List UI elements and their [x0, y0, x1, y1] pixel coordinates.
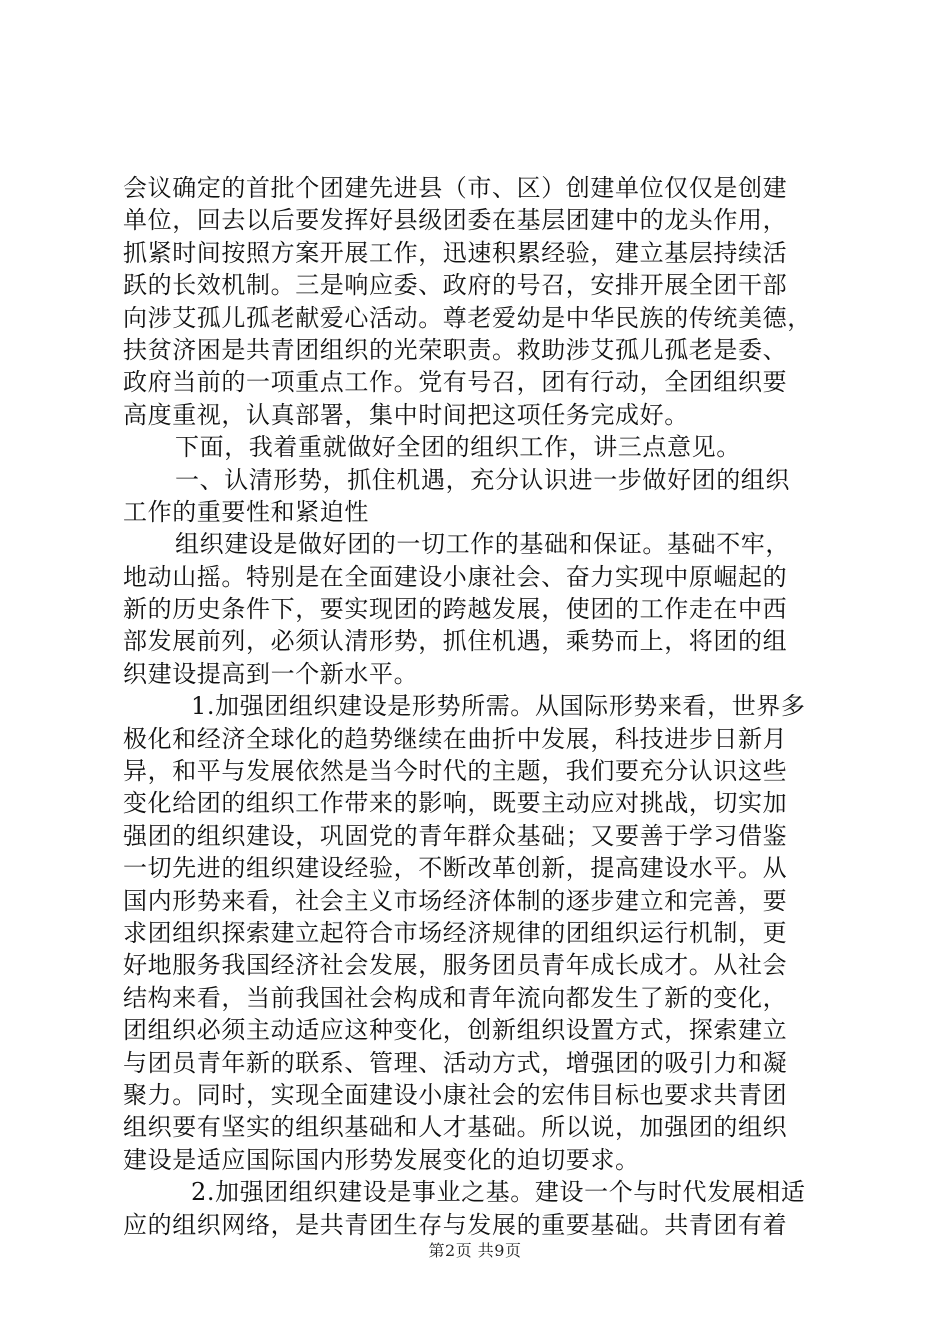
text-line: 聚力。同时，实现全面建设小康社会的宏伟目标也要求共青团 [123, 1080, 788, 1109]
text-line: 变化给团的组织工作带来的影响，既要主动应对挑战，切实加 [123, 789, 788, 818]
text-line: 一切先进的组织建设经验，不断改革创新，提高建设水平。从 [123, 854, 788, 883]
section-heading-line: 一、认清形势，抓住机遇，充分认识进一步做好团的组织 [175, 465, 790, 494]
text-line: 地动山摇。特别是在全面建设小康社会、奋力实现中原崛起的 [123, 562, 788, 591]
text-line: 国内形势来看，社会主义市场经济体制的逐步建立和完善，要 [123, 886, 788, 915]
text-line: 跃的长效机制。三是响应委、政府的号召，安排开展全团干部 [123, 271, 788, 300]
text-line: 好地服务我国经济社会发展，服务团员青年成长成才。从社会 [123, 951, 788, 980]
text-line: 织建设提高到一个新水平。 [123, 659, 419, 688]
paragraph-start-line: 1.加强团组织建设是形势所需。从国际形势来看，世界多 [191, 692, 806, 721]
text-line: 单位，回去以后要发挥好县级团委在基层团建中的龙头作用， [123, 206, 788, 235]
text-line: 异，和平与发展依然是当今时代的主题，我们要充分认识这些 [123, 757, 788, 786]
text-line: 强团的组织建设，巩固党的青年群众基础；又要善于学习借鉴 [123, 821, 788, 850]
text-line: 结构来看，当前我国社会构成和青年流向都发生了新的变化， [123, 983, 788, 1012]
text-line: 与团员青年新的联系、管理、活动方式，增强团的吸引力和凝 [123, 1048, 788, 1077]
text-line: 政府当前的一项重点工作。党有号召，团有行动，全团组织要 [123, 368, 788, 397]
text-line: 组织要有坚实的组织基础和人才基础。所以说，加强团的组织 [123, 1113, 788, 1142]
text-line: 部发展前列，必须认清形势，抓住机遇，乘势而上，将团的组 [123, 627, 788, 656]
text-line: 向涉艾孤儿孤老献爱心活动。尊老爱幼是中华民族的传统美德， [123, 303, 812, 332]
text-line: 会议确定的首批个团建先进县（市、区）创建单位仅仅是创建 [123, 174, 788, 202]
text-line: 极化和经济全球化的趋势继续在曲折中发展，科技进步日新月 [123, 724, 788, 753]
text-line: 高度重视，认真部署，集中时间把这项任务完成好。 [123, 400, 689, 429]
page-number-footer: 第2页 共9页 [428, 1241, 522, 1260]
text-line: 扶贫济困是共青团组织的光荣职责。救助涉艾孤儿孤老是委、 [123, 335, 788, 364]
text-line: 求团组织探索建立起符合市场经济规律的团组织运行机制，更 [123, 918, 788, 947]
text-line: 建设是适应国际国内形势发展变化的迫切要求。 [123, 1145, 640, 1174]
paragraph-start-line: 组织建设是做好团的一切工作的基础和保证。基础不牢， [175, 530, 790, 559]
paragraph-start-line: 下面，我着重就做好全团的组织工作，讲三点意见。 [175, 433, 741, 462]
document-body [123, 172, 828, 1241]
text-line: 应的组织网络，是共青团生存与发展的重要基础。共青团有着 [123, 1210, 788, 1239]
paragraph-start-line: 2.加强团组织建设是事业之基。建设一个与时代发展相适 [191, 1178, 806, 1207]
text-line: 抓紧时间按照方案开展工作，迅速积累经验，建立基层持续活 [123, 238, 788, 267]
text-line: 新的历史条件下，要实现团的跨越发展，使团的工作走在中西 [123, 595, 788, 624]
section-heading-line: 工作的重要性和紧迫性 [123, 497, 369, 526]
text-line: 团组织必须主动适应这种变化，创新组织设置方式，探索建立 [123, 1016, 788, 1045]
